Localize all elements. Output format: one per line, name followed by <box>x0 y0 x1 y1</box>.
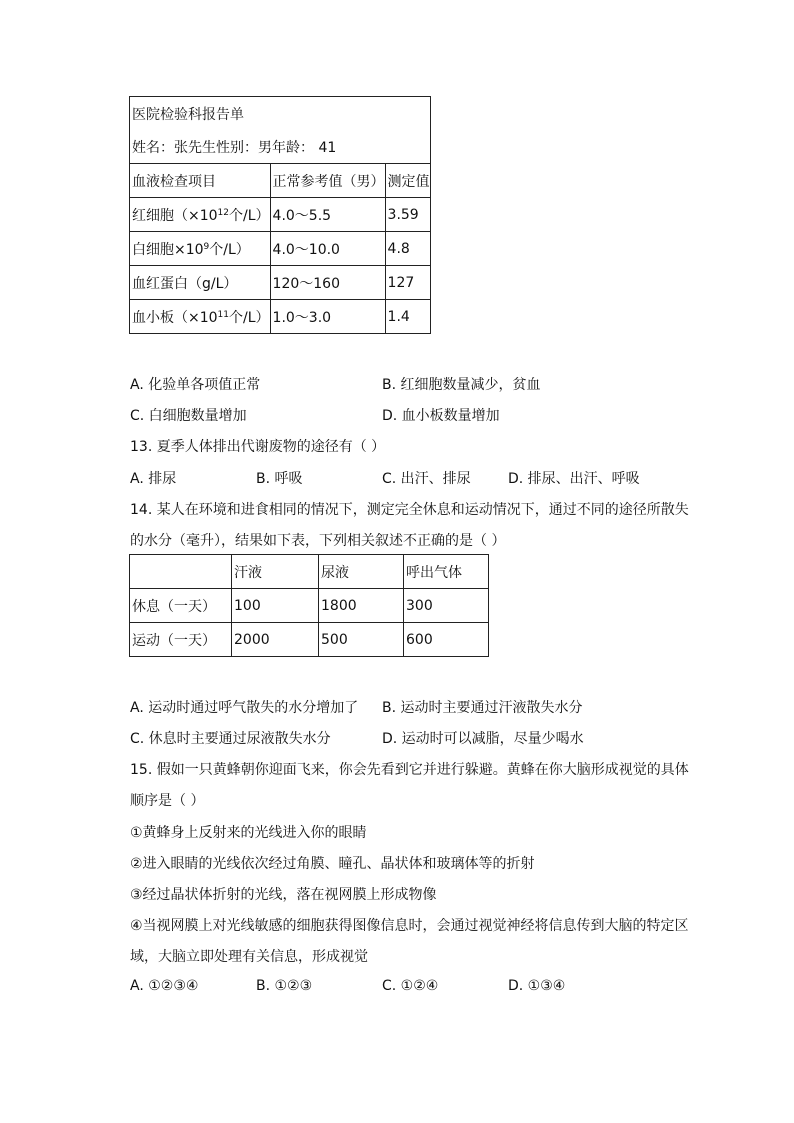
table-header-row <box>130 555 489 589</box>
q15-statement-4-line1: ④当视网膜上对光线敏感的细胞获得图像信息时，会通过视觉神经将信息传到大脑的特定区 <box>130 918 689 934</box>
q12-option-a: A. 化验单各项值正常 <box>130 377 261 393</box>
row-value: 127 <box>385 266 430 300</box>
header-cell: 尿液 <box>319 555 404 589</box>
water-loss-table <box>129 554 489 657</box>
q15-option-a: A. ①②③④ <box>130 978 199 994</box>
report-patient-info: 姓名：张先生性别：男年龄： 41 <box>130 130 431 164</box>
lab-report-table <box>129 96 431 334</box>
row-item: 血小板（$\times 10^{11}$个/L） <box>130 300 271 334</box>
q15-option-b: B. ①②③ <box>256 978 313 994</box>
q12-option-c: C. 白细胞数量增加 <box>130 408 247 424</box>
cell: 500 <box>319 623 404 657</box>
table-row <box>130 300 431 334</box>
table-row <box>130 589 489 623</box>
row-range: 4.0～5.5 <box>270 198 385 232</box>
q15-stem-line2: 顺序是（ ） <box>130 793 205 809</box>
q14-stem-line1: 14. 某人在环境和进食相同的情况下，测定完全休息和运动情况下，通过不同的途径所散失 <box>130 502 689 518</box>
row-label: 休息（一天） <box>130 589 232 623</box>
cell: 1800 <box>319 589 404 623</box>
row-range: 120～160 <box>270 266 385 300</box>
q15-statement-4-line2: 域，大脑立即处理有关信息，形成视觉 <box>130 949 368 965</box>
row-range: 4.0～10.0 <box>270 232 385 266</box>
q14-option-b: B. 运动时主要通过汗液散失水分 <box>382 700 583 716</box>
row-range: 1.0～3.0 <box>270 300 385 334</box>
table-row <box>130 266 431 300</box>
row-value: 4.8 <box>385 232 430 266</box>
q12-option-b: B. 红细胞数量减少，贫血 <box>382 377 541 393</box>
table-row <box>130 232 431 266</box>
row-label: 运动（一天） <box>130 623 232 657</box>
header-cell: 汗液 <box>232 555 319 589</box>
q13-option-a: A. 排尿 <box>130 471 177 487</box>
report-title: 医院检验科报告单 <box>130 97 431 131</box>
row-value: 3.59 <box>385 198 430 232</box>
cell: 600 <box>404 623 489 657</box>
row-item: 红细胞（$\times 10^{12}$个/L） <box>130 198 271 232</box>
q13-stem: 13. 夏季人体排出代谢废物的途径有（ ） <box>130 439 386 455</box>
q13-option-c: C. 出汗、排尿 <box>382 471 471 487</box>
header-cell <box>130 555 232 589</box>
row-value: 1.4 <box>385 300 430 334</box>
row-item: 白细胞$\times 10^9$个/L） <box>130 232 271 266</box>
q15-option-c: C. ①②④ <box>382 978 439 994</box>
q12-option-d: D. 血小板数量增加 <box>382 408 500 424</box>
q13-option-b: B. 呼吸 <box>256 471 303 487</box>
cell: 2000 <box>232 623 319 657</box>
q15-statement-1: ①黄蜂身上反射来的光线进入你的眼睛 <box>130 825 367 841</box>
header-item: 血液检查项目 <box>130 164 271 198</box>
q15-statement-3: ③经过晶状体折射的光线，落在视网膜上形成物像 <box>130 887 437 903</box>
table-row <box>130 623 489 657</box>
cell: 300 <box>404 589 489 623</box>
row-item: 血红蛋白（g/L） <box>130 266 271 300</box>
header-range: 正常参考值（男） <box>270 164 385 198</box>
q15-stem-line1: 15. 假如一只黄蜂朝你迎面飞来，你会先看到它并进行躲避。黄蜂在你大脑形成视觉的具体 <box>130 762 689 778</box>
q14-option-c: C. 休息时主要通过尿液散失水分 <box>130 731 331 747</box>
q15-statement-2: ②进入眼睛的光线依次经过角膜、瞳孔、晶状体和玻璃体等的折射 <box>130 856 535 872</box>
header-cell: 呼出气体 <box>404 555 489 589</box>
cell: 100 <box>232 589 319 623</box>
header-value: 测定值 <box>385 164 430 198</box>
q13-option-d: D. 排尿、出汗、呼吸 <box>508 471 640 487</box>
q14-option-a: A. 运动时通过呼气散失的水分增加了 <box>130 700 359 716</box>
q14-option-d: D. 运动时可以减脂，尽量少喝水 <box>382 731 584 747</box>
q14-stem-line2: 的水分（毫升），结果如下表，下列相关叙述不正确的是（ ） <box>130 533 506 549</box>
q15-option-d: D. ①③④ <box>508 978 566 994</box>
report-header-row <box>130 164 431 198</box>
table-row <box>130 198 431 232</box>
